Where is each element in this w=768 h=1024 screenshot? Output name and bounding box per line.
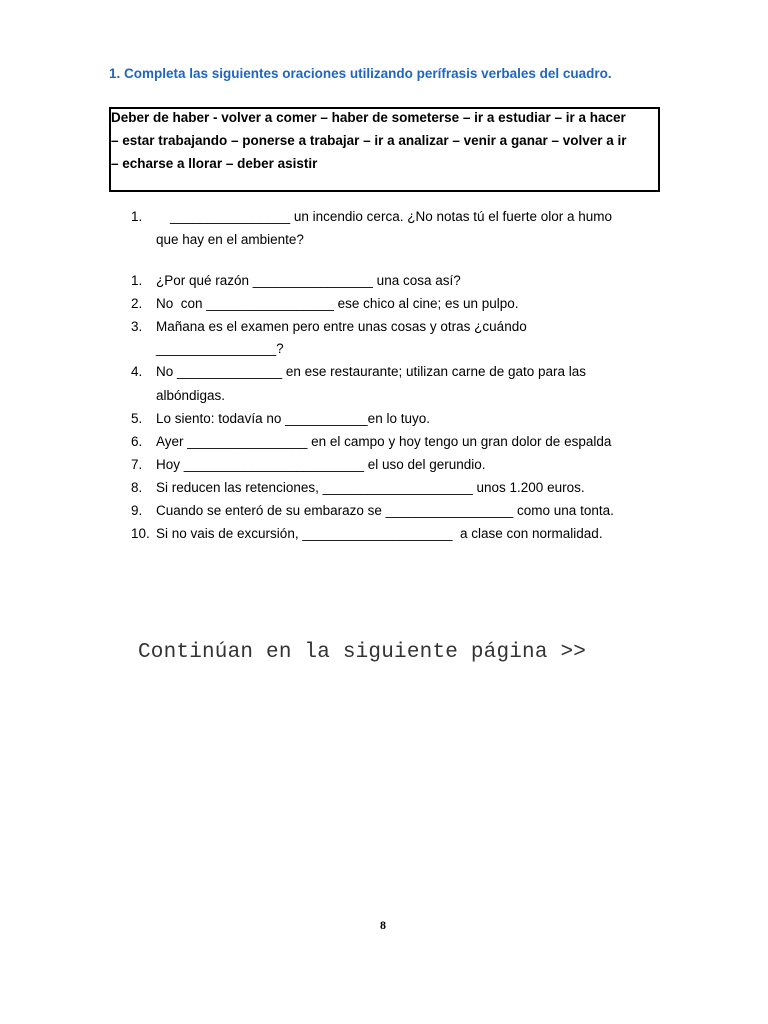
exercise-instruction: 1. Completa las siguientes oraciones utilizando perífrasis verbales del cuadro. bbox=[109, 66, 612, 81]
verb-box-line: – estar trabajando – ponerse a trabajar – ir a analizar – venir a ganar – volver a ir bbox=[111, 133, 627, 148]
question-number: 6. bbox=[131, 434, 143, 449]
question-text: ________________? bbox=[156, 341, 284, 356]
question-number: 1. bbox=[131, 273, 143, 288]
example-line: ________________ un incendio cerca. ¿No notas tú el fuerte olor a humo bbox=[170, 209, 613, 224]
question-text: Ayer ________________ en el campo y hoy tengo un gran dolor de espalda bbox=[156, 434, 612, 449]
question-text: No ______________ en ese restaurante; utilizan carne de gato para las bbox=[156, 364, 587, 379]
question-number: 8. bbox=[131, 480, 143, 495]
question-number: 10. bbox=[131, 526, 150, 541]
question-number: 2. bbox=[131, 296, 143, 311]
question-text: Si no vais de excursión, ____________________ a clase con normalidad. bbox=[156, 526, 603, 541]
page-number: 8 bbox=[380, 918, 386, 932]
question-number: 9. bbox=[131, 503, 143, 518]
question-text: albóndigas. bbox=[156, 388, 226, 403]
question-text: ¿Por qué razón ________________ una cosa así? bbox=[156, 273, 461, 288]
verb-box-line: Deber de haber - volver a comer – haber de someterse – ir a estudiar – ir a hacer bbox=[111, 110, 626, 125]
question-text: No con _________________ ese chico al cine; es un pulpo. bbox=[156, 296, 519, 311]
question-number: 4. bbox=[131, 364, 143, 379]
question-text: Hoy ________________________ el uso del gerundio. bbox=[156, 457, 486, 472]
question-text: Lo siento: todavía no ___________en lo tuyo. bbox=[156, 411, 430, 426]
continue-note: Continúan en la siguiente página >> bbox=[138, 641, 587, 664]
question-number: 3. bbox=[131, 319, 143, 334]
question-number: 5. bbox=[131, 411, 143, 426]
verb-box-line: – echarse a llorar – deber asistir bbox=[111, 156, 318, 171]
question-text: Mañana es el examen pero entre unas cosas y otras ¿cuándo bbox=[156, 319, 527, 334]
question-number: 7. bbox=[131, 457, 143, 472]
example-number: 1. bbox=[131, 209, 143, 224]
question-text: Si reducen las retenciones, ____________________ unos 1.200 euros. bbox=[156, 480, 585, 495]
verb-box bbox=[109, 107, 660, 192]
question-text: Cuando se enteró de su embarazo se _________________ como una tonta. bbox=[156, 503, 614, 518]
example-line: que hay en el ambiente? bbox=[156, 232, 304, 247]
